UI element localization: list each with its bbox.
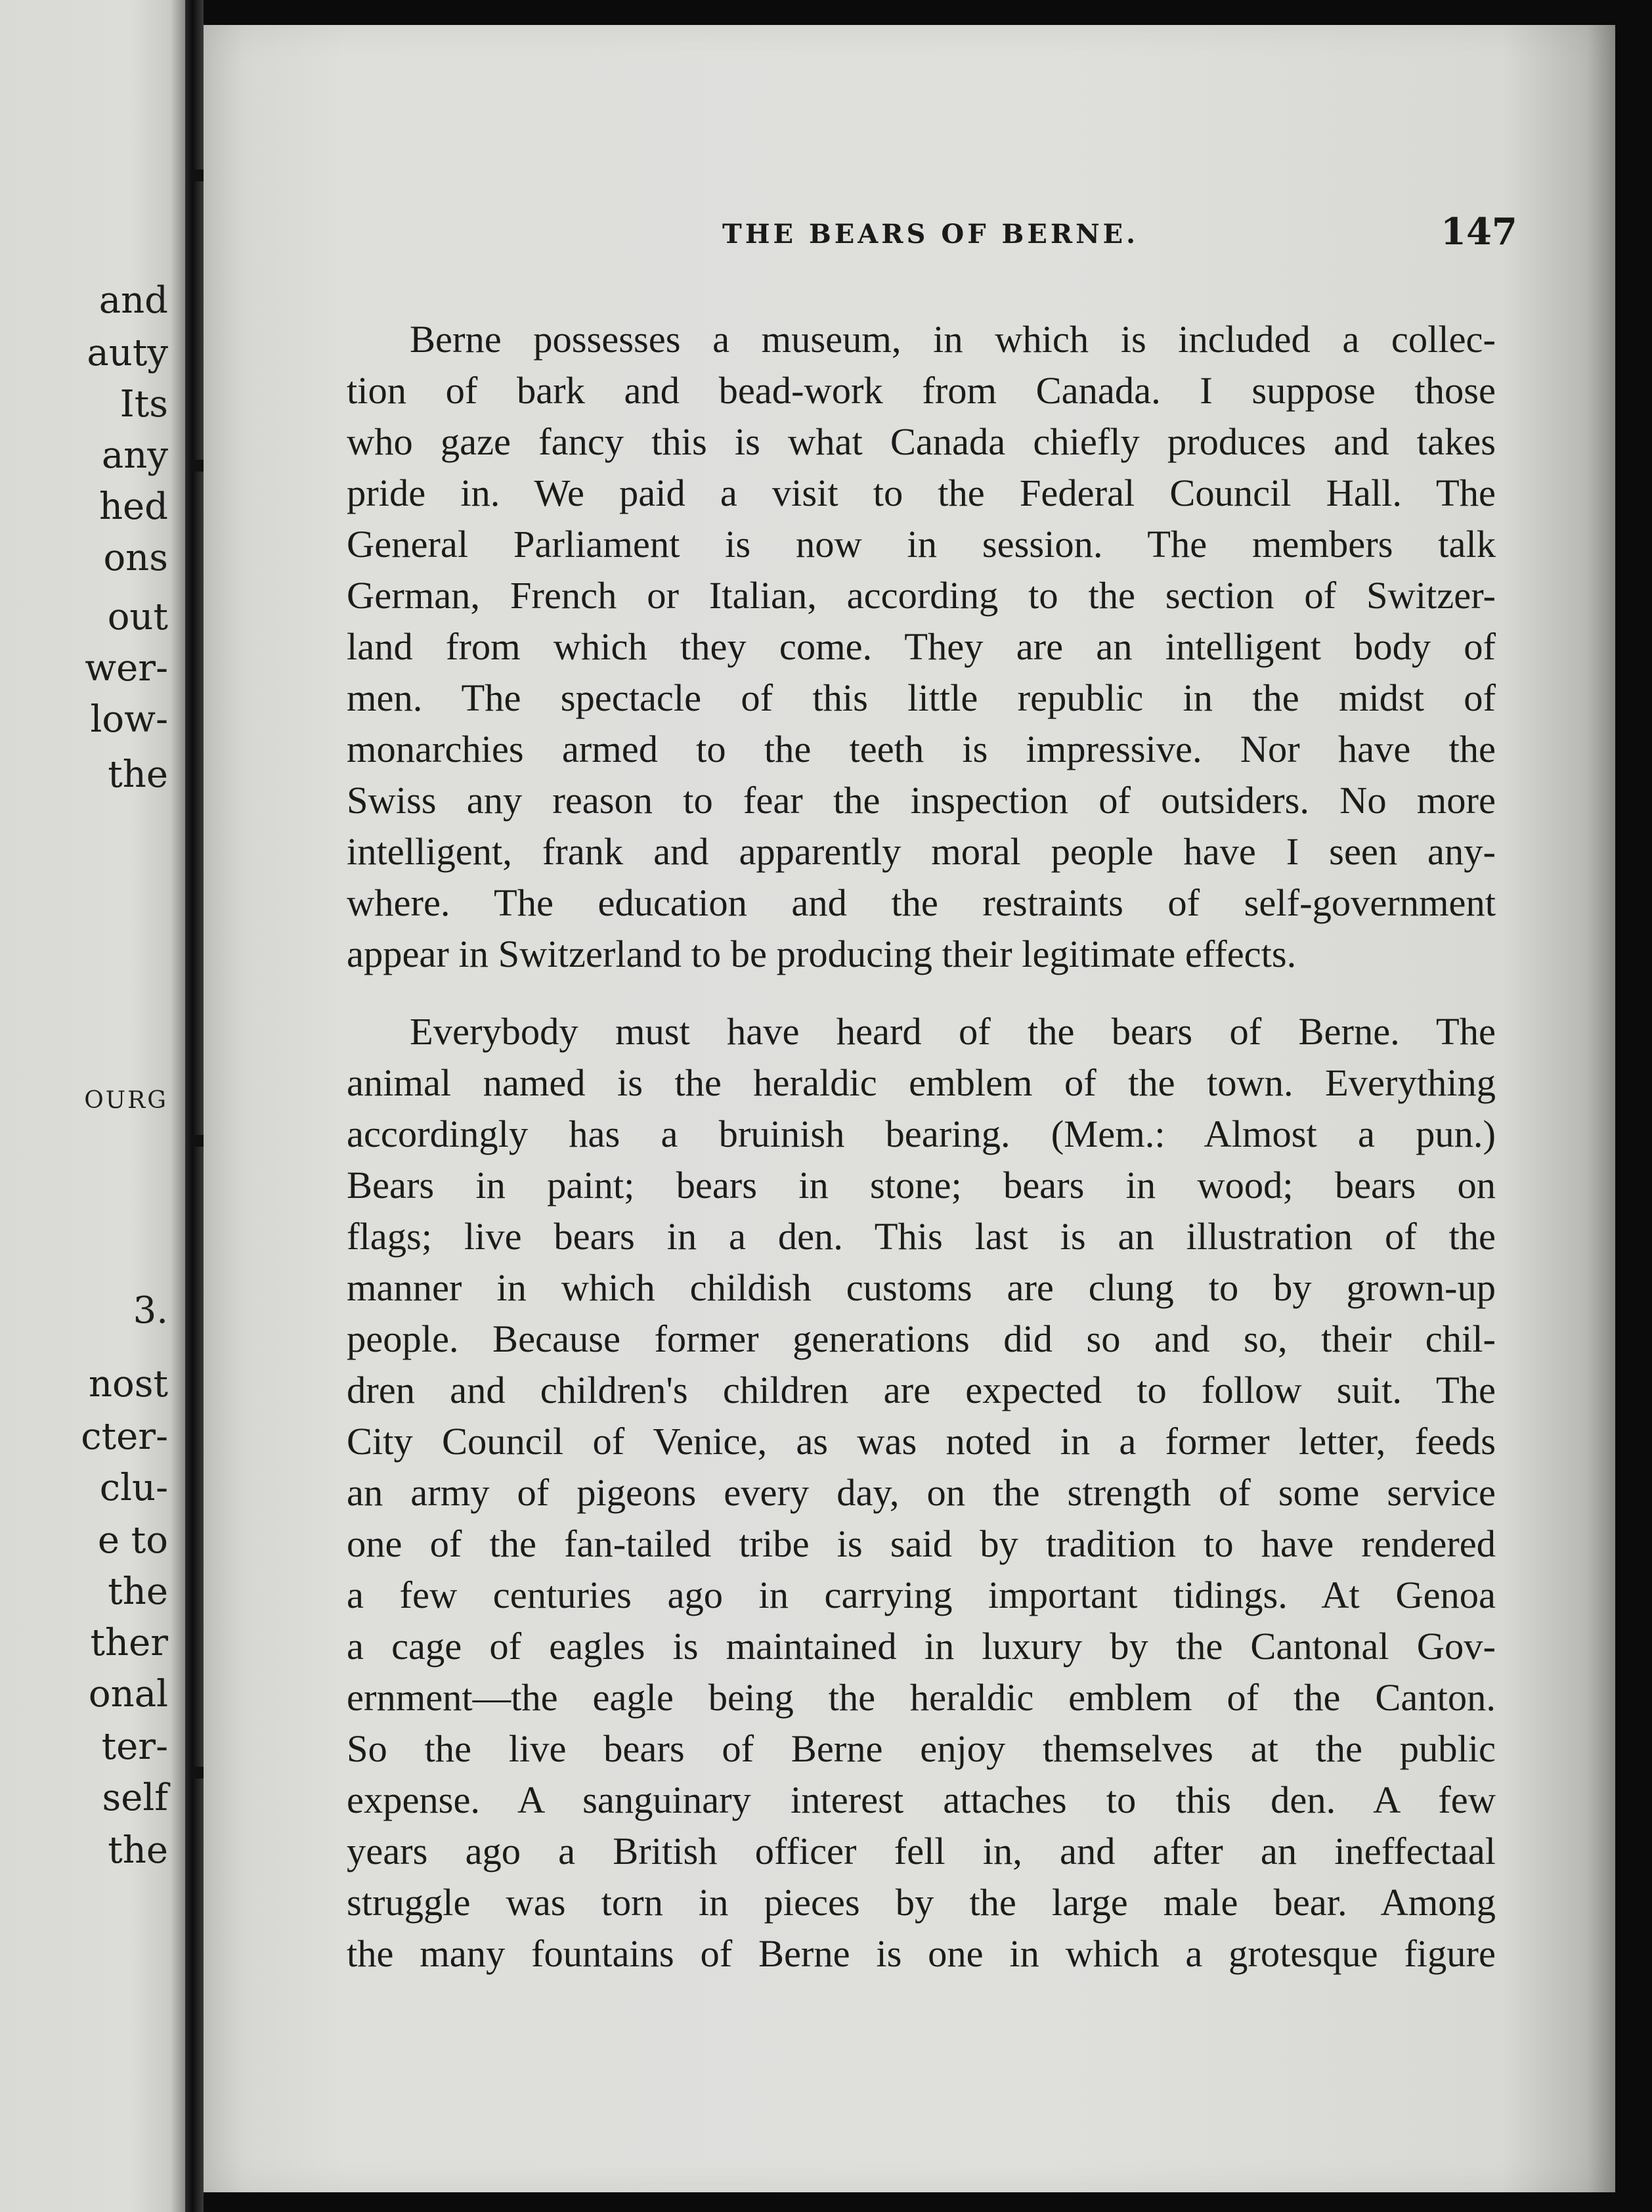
book-page bbox=[204, 25, 1615, 2192]
running-head: THE BEARS OF BERNE. bbox=[722, 219, 1139, 250]
text-line: General Parliament is now in session. The members talk bbox=[347, 523, 1496, 565]
facing-page-text-fragment: the bbox=[108, 1570, 168, 1613]
facing-page-text-fragment: and bbox=[98, 279, 168, 322]
facing-page-text-fragment: wer- bbox=[85, 647, 168, 690]
text-line: men. The spectacle of this little republic in the midst of bbox=[347, 676, 1496, 719]
text-line: pride in. We paid a visit to the Federal Council Hall. The bbox=[347, 472, 1496, 514]
text-line: flags; live bears in a den. This last is an illustration of the bbox=[347, 1215, 1496, 1258]
facing-page-text-fragment: hed bbox=[98, 485, 168, 528]
text-line: Bears in paint; bears in stone; bears in wood; bears on bbox=[347, 1164, 1496, 1206]
text-line: struggle was torn in pieces by the large male bear. Among bbox=[347, 1881, 1496, 1924]
text-line: Swiss any reason to fear the inspection of outsiders. No more bbox=[347, 779, 1496, 822]
text-line: years ago a British officer fell in, and after an ineffectaal bbox=[347, 1830, 1496, 1872]
body-paragraph bbox=[347, 1006, 1496, 1980]
text-line: ernment—the eagle being the heraldic emblem of the Canton. bbox=[347, 1676, 1496, 1719]
text-line: appear in Switzerland to be producing their legitimate effects. bbox=[347, 933, 1297, 975]
text-line: So the live bears of Berne enjoy themselves at the public bbox=[347, 1727, 1496, 1770]
facing-page-text-fragment: out bbox=[107, 596, 168, 638]
facing-page-text-fragment: OURG bbox=[84, 1087, 168, 1114]
facing-page-fragment bbox=[0, 0, 185, 2212]
facing-page-text-fragment: Its bbox=[120, 383, 168, 426]
text-line: Berne possesses a museum, in which is included a collec- bbox=[410, 318, 1496, 361]
text-line: expense. A sanguinary interest attaches to this den. A few bbox=[347, 1779, 1496, 1821]
text-line: tion of bark and bead-work from Canada. I suppose those bbox=[347, 369, 1496, 412]
body-paragraph bbox=[347, 314, 1496, 980]
facing-page-text-fragment: nost bbox=[88, 1363, 168, 1405]
text-line: Everybody must have heard of the bears of Berne. The bbox=[410, 1010, 1496, 1053]
facing-page-text-fragment: any bbox=[101, 434, 168, 477]
facing-page-text-fragment: clu- bbox=[99, 1467, 168, 1509]
facing-page-text-fragment: low- bbox=[90, 698, 168, 741]
facing-page-text-fragment: self bbox=[102, 1777, 168, 1819]
book-gutter bbox=[185, 0, 204, 2212]
body-text bbox=[347, 314, 1496, 1980]
text-line: German, French or Italian, according to the section of Switzer- bbox=[347, 574, 1496, 617]
text-line: who gaze fancy this is what Canada chiefly produces and takes bbox=[347, 420, 1496, 463]
text-line: one of the fan-tailed tribe is said by tradition to have rendered bbox=[347, 1522, 1496, 1565]
facing-page-text-fragment: 3. bbox=[133, 1289, 168, 1332]
facing-page-text-fragment: the bbox=[108, 753, 168, 796]
text-line: City Council of Venice, as was noted in a former letter, feeds bbox=[347, 1420, 1496, 1463]
text-line: accordingly has a bruinish bearing. (Mem.: Almost a pun.) bbox=[347, 1113, 1496, 1155]
text-line: land from which they come. They are an intelligent body of bbox=[347, 625, 1496, 668]
facing-page-text-fragment: auty bbox=[87, 332, 168, 374]
facing-page-text-fragment: onal bbox=[88, 1673, 168, 1715]
text-line: monarchies armed to the teeth is impressive. Nor have the bbox=[347, 728, 1496, 770]
text-line: where. The education and the restraints of self-government bbox=[347, 881, 1496, 924]
text-line: intelligent, frank and apparently moral people have I seen any- bbox=[347, 830, 1496, 873]
facing-page-text-fragment: e to bbox=[97, 1519, 168, 1562]
facing-page-text-fragment: ther bbox=[90, 1622, 168, 1664]
text-line: animal named is the heraldic emblem of the town. Everything bbox=[347, 1061, 1496, 1104]
facing-page-text-fragment: ons bbox=[103, 537, 168, 579]
text-line: an army of pigeons every day, on the strength of some service bbox=[347, 1471, 1496, 1514]
text-line: the many fountains of Berne is one in which a grotesque figure bbox=[347, 1932, 1496, 1975]
facing-page-text-fragment: ter- bbox=[101, 1725, 168, 1768]
text-line: people. Because former generations did so and so, their chil- bbox=[347, 1317, 1496, 1360]
page-number: 147 bbox=[1441, 210, 1517, 254]
text-line: dren and children's children are expected to follow suit. The bbox=[347, 1369, 1496, 1411]
facing-page-text-fragment: cter- bbox=[81, 1415, 168, 1458]
facing-page-text-fragment: the bbox=[108, 1829, 168, 1872]
text-line: manner in which childish customs are clung to by grown-up bbox=[347, 1266, 1496, 1309]
text-line: a cage of eagles is maintained in luxury by the Cantonal Gov- bbox=[347, 1625, 1496, 1668]
text-line: a few centuries ago in carrying important tidings. At Genoa bbox=[347, 1574, 1496, 1616]
